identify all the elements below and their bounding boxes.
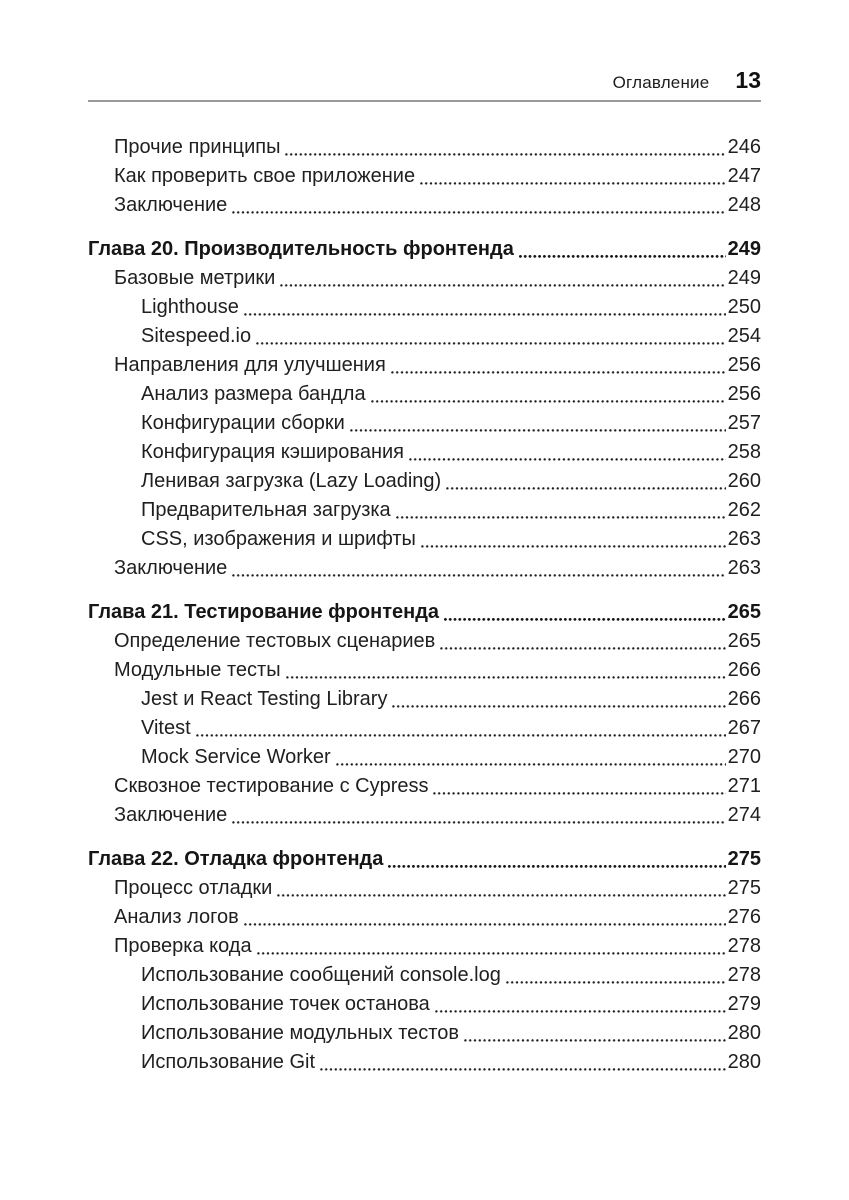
toc-entry-page: 257 <box>727 412 761 434</box>
toc-entry-title: Предварительная загрузка <box>141 499 391 521</box>
dot-leader <box>232 821 725 824</box>
toc-entry-title: Конфигурации сборки <box>141 412 345 434</box>
toc-entry <box>88 772 761 801</box>
toc-entry-title: Глава 22. Отладка фронтенда <box>88 848 384 870</box>
toc-entry-page: 258 <box>727 441 761 463</box>
toc-entry <box>88 133 761 162</box>
running-head <box>88 0 761 94</box>
toc-entry-title: Jest и React Testing Library <box>141 688 388 710</box>
toc-entry-page: 265 <box>727 601 761 623</box>
dot-leader <box>435 1010 726 1013</box>
toc-entry-page: 278 <box>727 935 761 957</box>
dot-leader <box>388 865 725 868</box>
toc-entry-page: 254 <box>727 325 761 347</box>
toc-entry-page: 249 <box>727 267 761 289</box>
dot-leader <box>440 647 725 650</box>
toc-entry-title: CSS, изображения и шрифты <box>141 528 416 550</box>
toc-entry-page: 250 <box>727 296 761 318</box>
toc-entry-page: 279 <box>727 993 761 1015</box>
toc-entry <box>88 932 761 961</box>
toc-entry <box>88 627 761 656</box>
toc-entry <box>88 1048 761 1077</box>
toc-entry-page: 275 <box>727 877 761 899</box>
toc-entry-page: 265 <box>727 630 761 652</box>
toc-entry-title: Заключение <box>114 557 228 579</box>
toc-entry-title: Модульные тесты <box>114 659 281 681</box>
toc-entry <box>88 438 761 467</box>
toc-entry <box>88 351 761 380</box>
toc-entry <box>88 743 761 772</box>
dot-leader <box>280 284 725 287</box>
toc-entry <box>88 554 761 583</box>
toc-entry <box>88 874 761 903</box>
toc-entry-title: Заключение <box>114 804 228 826</box>
toc-entry-title: Глава 20. Производительность фронтенда <box>88 238 514 260</box>
dot-leader <box>244 313 726 316</box>
dot-leader <box>196 734 726 737</box>
toc-entry-title: Использование сообщений console.log <box>141 964 501 986</box>
toc-entry-title: Процесс отладки <box>114 877 273 899</box>
toc-chapter-entry <box>88 235 761 264</box>
toc-entry-title: Как проверить свое приложение <box>114 165 416 187</box>
dot-leader <box>396 516 726 519</box>
toc-entry-title: Базовые метрики <box>114 267 276 289</box>
dot-leader <box>371 400 726 403</box>
toc-entry-title: Глава 21. Тестирование фронтенда <box>88 601 440 623</box>
toc-entry <box>88 525 761 554</box>
toc-entry <box>88 264 761 293</box>
toc-entry-page: 274 <box>727 804 761 826</box>
toc-entry-title: Анализ размера бандла <box>141 383 366 405</box>
toc-entry-title: Направления для улучшения <box>114 354 386 376</box>
dot-leader <box>444 618 726 621</box>
toc-entry <box>88 380 761 409</box>
toc-entry-page: 246 <box>727 136 761 158</box>
toc-entry-title: Заключение <box>114 194 228 216</box>
dot-leader <box>232 211 725 214</box>
dot-leader <box>421 545 726 548</box>
toc-entry <box>88 322 761 351</box>
toc-entry <box>88 409 761 438</box>
toc-entry-page: 280 <box>727 1051 761 1073</box>
toc-chapter-entry <box>88 845 761 874</box>
dot-leader <box>277 894 725 897</box>
dot-leader <box>420 182 726 185</box>
dot-leader <box>464 1039 726 1042</box>
toc-entry-title: Определение тестовых сценариев <box>114 630 436 652</box>
toc-entry <box>88 467 761 496</box>
dot-leader <box>392 705 725 708</box>
dot-leader <box>336 763 726 766</box>
toc-entry-title: Анализ логов <box>114 906 239 928</box>
dot-leader <box>350 429 726 432</box>
toc-entry <box>88 714 761 743</box>
dot-leader <box>433 792 725 795</box>
toc-entry-page: 270 <box>727 746 761 768</box>
toc-entry-page: 271 <box>727 775 761 797</box>
toc-entry-page: 263 <box>727 528 761 550</box>
dot-leader <box>506 981 726 984</box>
header-rule <box>88 100 761 102</box>
toc-entry-page: 256 <box>727 383 761 405</box>
toc-entry-page: 266 <box>727 688 761 710</box>
toc-entry-title: Использование точек останова <box>141 993 430 1015</box>
dot-leader <box>244 923 726 926</box>
toc-entry <box>88 162 761 191</box>
toc-entry-page: 267 <box>727 717 761 739</box>
toc-entry-title: Использование Git <box>141 1051 316 1073</box>
toc-entry-page: 249 <box>727 238 761 260</box>
dot-leader <box>286 676 726 679</box>
toc-entry-title: Сквозное тестирование с Cypress <box>114 775 429 797</box>
dot-leader <box>257 952 726 955</box>
dot-leader <box>446 487 725 490</box>
toc-entry-title: Прочие принципы <box>114 136 281 158</box>
toc-entry-title: Использование модульных тестов <box>141 1022 459 1044</box>
toc-entry-title: Конфигурация кэширования <box>141 441 404 463</box>
dot-leader <box>232 574 725 577</box>
dot-leader <box>519 255 726 258</box>
toc-entry-title: Mock Service Worker <box>141 746 331 768</box>
toc-entry-page: 247 <box>727 165 761 187</box>
toc-entry <box>88 1019 761 1048</box>
toc-entry-title: Vitest <box>141 717 191 739</box>
toc-entry <box>88 191 761 220</box>
toc-entry-title: Sitespeed.io <box>141 325 252 347</box>
toc-entry <box>88 961 761 990</box>
toc-entry-page: 280 <box>727 1022 761 1044</box>
toc-entry <box>88 801 761 830</box>
toc-list <box>88 133 761 1077</box>
dot-leader <box>285 153 725 156</box>
toc-entry <box>88 903 761 932</box>
toc-chapter-entry <box>88 598 761 627</box>
toc-entry <box>88 990 761 1019</box>
toc-entry-page: 278 <box>727 964 761 986</box>
dot-leader <box>391 371 726 374</box>
toc-entry <box>88 656 761 685</box>
toc-entry-page: 276 <box>727 906 761 928</box>
toc-entry-page: 263 <box>727 557 761 579</box>
page-number: 13 <box>735 67 761 93</box>
toc-entry-title: Lighthouse <box>141 296 239 318</box>
toc-entry <box>88 685 761 714</box>
dot-leader <box>320 1068 726 1071</box>
toc-entry-page: 262 <box>727 499 761 521</box>
toc-entry-title: Проверка кода <box>114 935 252 957</box>
toc-entry-page: 260 <box>727 470 761 492</box>
dot-leader <box>409 458 726 461</box>
running-title: Оглавление <box>612 73 710 92</box>
dot-leader <box>256 342 726 345</box>
toc-entry-page: 256 <box>727 354 761 376</box>
toc-entry <box>88 496 761 525</box>
toc-entry <box>88 293 761 322</box>
toc-entry-page: 275 <box>727 848 761 870</box>
toc-entry-title: Ленивая загрузка (Lazy Loading) <box>141 470 442 492</box>
toc-entry-page: 266 <box>727 659 761 681</box>
toc-entry-page: 248 <box>727 194 761 216</box>
